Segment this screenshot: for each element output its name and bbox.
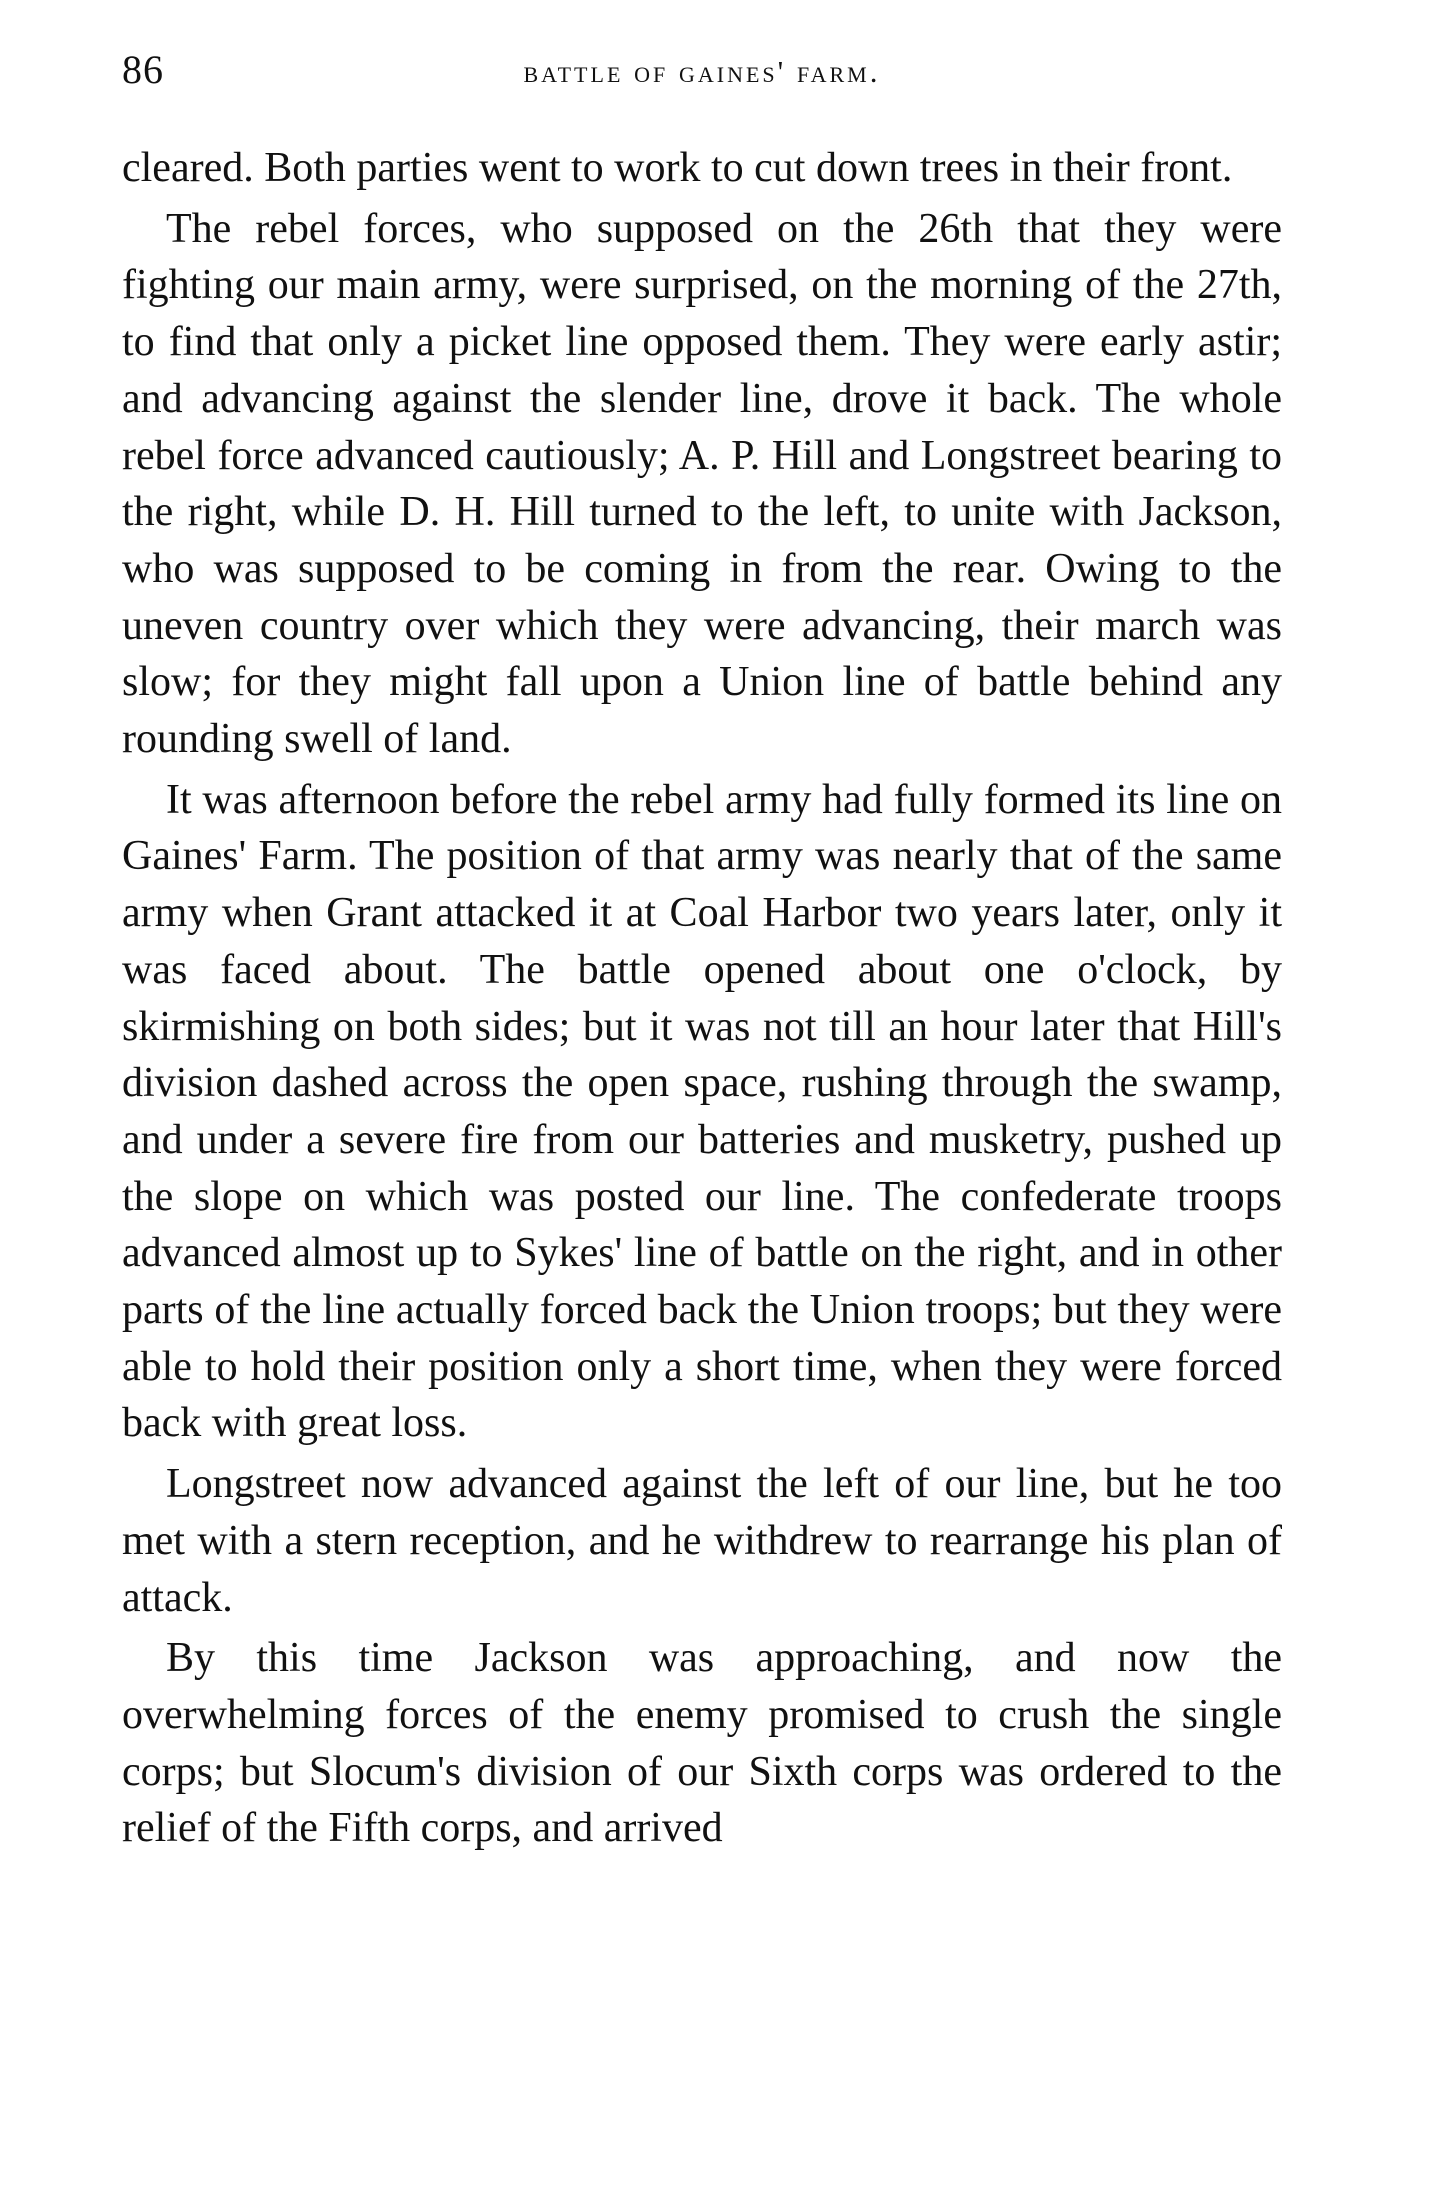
body-text (122, 140, 1282, 1861)
paragraph: The rebel forces, who supposed on the 26th that they were fighting our main army, were surprised, on the morning of the 27th, to find that only a picket line opposed them. They were early astir; and advancing against the slender line, drove it back. The whole rebel force advanced cautiously; A. P. Hill and Longstreet bearing to the right, while D. H. Hill turned to the left, to unite with Jackson, who was supposed to be coming in from the rear. Owing to the uneven country over which they were advancing, their march was slow; for they might fall upon a Union line of battle behind any rounding swell of land. (122, 205, 1282, 763)
paragraph-continued: cleared. Both parties went to work to cut down trees in their front. (122, 145, 1233, 191)
paragraph: It was afternoon before the rebel army had fully formed its line on Gaines' Farm. The position of that army was nearly that of the same army when Grant attacked it at Coal Harbor two years later, only it was faced about. The battle opened about one o'clock, by skirmishing on both sides; but it was not till an hour later that Hill's division dashed across the open space, rushing through the swamp, and under a severe fire from our batteries and musketry, pushed up the slope on which was posted our line. The confederate troops advanced almost up to Sykes' line of battle on the right, and in other parts of the line actually forced back the Union troops; but they were able to hold their position only a short time, when they were forced back with great loss. (122, 776, 1282, 1447)
page-number: 86 (122, 47, 164, 92)
running-title: battle of gaines' farm. (523, 54, 881, 89)
paragraph: Longstreet now advanced against the left of our line, but he too met with a stern reception, and he withdrew to rearrange his plan of attack. (122, 1461, 1282, 1621)
paragraph: By this time Jackson was approaching, and now the overwhelming forces of the enemy promised to crush the single corps; but Slocum's division of our Sixth corps was ordered to the relief of the Fifth corps, and arrived (122, 1635, 1282, 1852)
running-head (122, 46, 1282, 106)
